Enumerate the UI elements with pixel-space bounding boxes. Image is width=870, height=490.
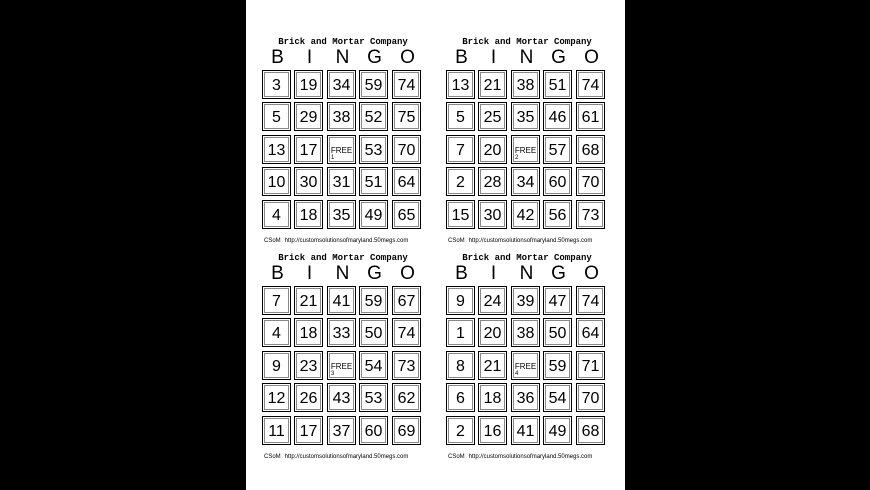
bingo-cell: 13 bbox=[446, 70, 475, 99]
header-letter-o: O bbox=[584, 263, 599, 284]
header-letter-b: B bbox=[271, 47, 284, 68]
bingo-cell: 3 bbox=[262, 70, 291, 99]
header-letter-n: N bbox=[519, 263, 534, 284]
card-number: 1 bbox=[331, 155, 335, 161]
bingo-cell: 50 bbox=[359, 318, 388, 347]
bingo-grid bbox=[262, 286, 424, 448]
footer-url: http://customsolutionsofmaryland.50megs.com bbox=[284, 454, 409, 460]
bingo-cell: 69 bbox=[392, 416, 421, 445]
bingo-cell: 46 bbox=[543, 102, 572, 131]
bingo-cell: 24 bbox=[478, 286, 507, 315]
bingo-cell: 74 bbox=[576, 286, 605, 315]
bingo-cell: 10 bbox=[262, 167, 291, 196]
bingo-cell: 42 bbox=[511, 200, 540, 229]
footer-url: http://customsolutionsofmaryland.50megs.com bbox=[284, 238, 409, 244]
bingo-grid bbox=[446, 286, 608, 448]
bingo-cell: 20 bbox=[478, 318, 507, 347]
bingo-cell: 11 bbox=[262, 416, 291, 445]
header-letter-n: N bbox=[335, 263, 350, 284]
bingo-cell: 34 bbox=[327, 70, 356, 99]
header-letter-o: O bbox=[400, 47, 415, 68]
bingo-cell: 67 bbox=[392, 286, 421, 315]
bingo-cell: 15 bbox=[446, 200, 475, 229]
bingo-cell: 70 bbox=[576, 383, 605, 412]
bingo-cell: 74 bbox=[392, 318, 421, 347]
header-letter-n: N bbox=[519, 47, 534, 68]
card-title: Brick and Mortar Company bbox=[278, 253, 408, 263]
bingo-grid bbox=[446, 70, 608, 232]
bingo-cell: 9 bbox=[262, 351, 291, 380]
bingo-cell: 35 bbox=[511, 102, 540, 131]
bingo-cell: 73 bbox=[576, 200, 605, 229]
bingo-cell: 26 bbox=[294, 383, 323, 412]
free-space-cell bbox=[327, 135, 356, 164]
bingo-cell: 74 bbox=[576, 70, 605, 99]
card-number: 4 bbox=[515, 371, 519, 377]
bingo-header bbox=[446, 264, 608, 284]
bingo-cell: 21 bbox=[294, 286, 323, 315]
header-letter-o: O bbox=[584, 47, 599, 68]
bingo-cell: 43 bbox=[327, 383, 356, 412]
bingo-cell: 1 bbox=[446, 318, 475, 347]
header-letter-i: I bbox=[490, 47, 497, 68]
bingo-cell: 49 bbox=[543, 416, 572, 445]
header-letter-b: B bbox=[455, 263, 468, 284]
bingo-cell: 34 bbox=[511, 167, 540, 196]
bingo-cell: 41 bbox=[511, 416, 540, 445]
bingo-cell: 60 bbox=[359, 416, 388, 445]
bingo-cell: 75 bbox=[392, 102, 421, 131]
bingo-cell: 38 bbox=[327, 102, 356, 131]
bingo-header bbox=[262, 48, 424, 68]
header-letter-i: I bbox=[490, 263, 497, 284]
bingo-cell: 57 bbox=[543, 135, 572, 164]
bingo-cell: 73 bbox=[392, 351, 421, 380]
bingo-cell: 18 bbox=[294, 200, 323, 229]
bingo-cell: 2 bbox=[446, 167, 475, 196]
bingo-cell: 59 bbox=[543, 351, 572, 380]
bingo-cell: 21 bbox=[478, 70, 507, 99]
bingo-cell: 30 bbox=[294, 167, 323, 196]
card-footer bbox=[264, 238, 408, 245]
bingo-cell: 51 bbox=[359, 167, 388, 196]
bingo-cell: 41 bbox=[327, 286, 356, 315]
bingo-cell: 28 bbox=[478, 167, 507, 196]
header-letter-n: N bbox=[335, 47, 350, 68]
card-title: Brick and Mortar Company bbox=[278, 37, 408, 47]
bingo-cell: 61 bbox=[576, 102, 605, 131]
card-number: 3 bbox=[331, 371, 335, 377]
bingo-cell: 68 bbox=[576, 416, 605, 445]
bingo-cell: 25 bbox=[478, 102, 507, 131]
header-letter-g: G bbox=[551, 263, 566, 284]
footer-brand: CSoM bbox=[448, 454, 465, 460]
free-space-label: FREE bbox=[330, 362, 353, 371]
card-number: 2 bbox=[515, 155, 519, 161]
bingo-cell: 70 bbox=[392, 135, 421, 164]
bingo-cell: 4 bbox=[262, 200, 291, 229]
bingo-cell: 54 bbox=[543, 383, 572, 412]
header-letter-g: G bbox=[367, 263, 382, 284]
bingo-cell: 6 bbox=[446, 383, 475, 412]
bingo-cell: 71 bbox=[576, 351, 605, 380]
free-space-cell bbox=[511, 351, 540, 380]
free-space-label: FREE bbox=[330, 146, 353, 155]
footer-url: http://customsolutionsofmaryland.50megs.com bbox=[468, 238, 593, 244]
bingo-cell: 56 bbox=[543, 200, 572, 229]
bingo-cell: 47 bbox=[543, 286, 572, 315]
bingo-cell: 65 bbox=[392, 200, 421, 229]
bingo-cell: 7 bbox=[446, 135, 475, 164]
header-letter-b: B bbox=[455, 47, 468, 68]
bingo-cell: 37 bbox=[327, 416, 356, 445]
header-letter-i: I bbox=[306, 263, 313, 284]
bingo-cell: 18 bbox=[478, 383, 507, 412]
bingo-cell: 5 bbox=[446, 102, 475, 131]
bingo-header bbox=[446, 48, 608, 68]
bingo-cell: 8 bbox=[446, 351, 475, 380]
free-space-cell bbox=[327, 351, 356, 380]
bingo-cell: 19 bbox=[294, 70, 323, 99]
header-letter-i: I bbox=[306, 47, 313, 68]
footer-brand: CSoM bbox=[264, 454, 281, 460]
footer-url: http://customsolutionsofmaryland.50megs.com bbox=[468, 454, 593, 460]
footer-brand: CSoM bbox=[264, 238, 281, 244]
bingo-cell: 5 bbox=[262, 102, 291, 131]
bingo-cell: 53 bbox=[359, 135, 388, 164]
header-letter-g: G bbox=[367, 47, 382, 68]
bingo-cell: 60 bbox=[543, 167, 572, 196]
bingo-grid bbox=[262, 70, 424, 232]
header-letter-g: G bbox=[551, 47, 566, 68]
bingo-cell: 68 bbox=[576, 135, 605, 164]
bingo-cell: 64 bbox=[576, 318, 605, 347]
footer-brand: CSoM bbox=[448, 238, 465, 244]
bingo-cell: 17 bbox=[294, 416, 323, 445]
bingo-cell: 36 bbox=[511, 383, 540, 412]
bingo-cell: 38 bbox=[511, 318, 540, 347]
bingo-sheet bbox=[246, 0, 625, 490]
bingo-cell: 33 bbox=[327, 318, 356, 347]
bingo-cell: 70 bbox=[576, 167, 605, 196]
bingo-cell: 74 bbox=[392, 70, 421, 99]
bingo-cell: 20 bbox=[478, 135, 507, 164]
bingo-cell: 4 bbox=[262, 318, 291, 347]
bingo-cell: 31 bbox=[327, 167, 356, 196]
bingo-cell: 29 bbox=[294, 102, 323, 131]
bingo-cell: 54 bbox=[359, 351, 388, 380]
card-footer bbox=[448, 454, 592, 461]
bingo-cell: 35 bbox=[327, 200, 356, 229]
header-letter-o: O bbox=[400, 263, 415, 284]
bingo-cell: 9 bbox=[446, 286, 475, 315]
bingo-cell: 23 bbox=[294, 351, 323, 380]
bingo-cell: 30 bbox=[478, 200, 507, 229]
bingo-cell: 18 bbox=[294, 318, 323, 347]
free-space-label: FREE bbox=[514, 146, 537, 155]
bingo-cell: 16 bbox=[478, 416, 507, 445]
card-title: Brick and Mortar Company bbox=[462, 253, 592, 263]
bingo-cell: 53 bbox=[359, 383, 388, 412]
bingo-cell: 62 bbox=[392, 383, 421, 412]
bingo-cell: 38 bbox=[511, 70, 540, 99]
bingo-cell: 39 bbox=[511, 286, 540, 315]
bingo-cell: 50 bbox=[543, 318, 572, 347]
bingo-cell: 13 bbox=[262, 135, 291, 164]
free-space-cell bbox=[511, 135, 540, 164]
bingo-cell: 17 bbox=[294, 135, 323, 164]
bingo-cell: 51 bbox=[543, 70, 572, 99]
bingo-cell: 64 bbox=[392, 167, 421, 196]
bingo-cell: 21 bbox=[478, 351, 507, 380]
bingo-cell: 52 bbox=[359, 102, 388, 131]
bingo-header bbox=[262, 264, 424, 284]
card-footer bbox=[264, 454, 408, 461]
free-space-label: FREE bbox=[514, 362, 537, 371]
bingo-cell: 2 bbox=[446, 416, 475, 445]
bingo-cell: 7 bbox=[262, 286, 291, 315]
bingo-cell: 12 bbox=[262, 383, 291, 412]
card-title: Brick and Mortar Company bbox=[462, 37, 592, 47]
card-footer bbox=[448, 238, 592, 245]
bingo-cell: 49 bbox=[359, 200, 388, 229]
bingo-cell: 59 bbox=[359, 286, 388, 315]
bingo-cell: 59 bbox=[359, 70, 388, 99]
header-letter-b: B bbox=[271, 263, 284, 284]
